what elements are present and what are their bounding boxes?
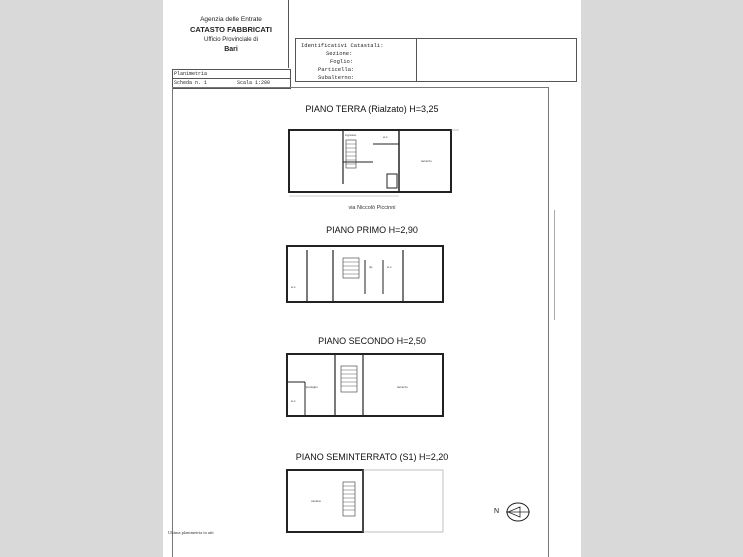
floor-title-secondo: PIANO SECONDO H=2,50 (318, 336, 426, 346)
svg-text:terrazzo: terrazzo (397, 385, 408, 389)
street-name: via Niccolò Piccinni (348, 205, 396, 211)
svg-text:w.c.: w.c. (383, 135, 389, 139)
floorplan-piano-secondo (281, 348, 451, 420)
agency-name: Agenzia delle Entrate (200, 16, 262, 23)
catasto-title: CATASTO FABBRICATI (190, 25, 272, 34)
svg-text:w.c.: w.c. (387, 265, 393, 269)
svg-text:w.c.: w.c. (291, 399, 297, 403)
document-sheet (163, 0, 581, 557)
svg-text:rip.: rip. (369, 265, 374, 269)
scheda-label: Scheda n. 1 (174, 80, 208, 86)
identifiers-values-box (416, 39, 576, 81)
floor-title-terra: PIANO TERRA (Rialzato) H=3,25 (305, 104, 439, 114)
subalterno-label: Subalterno: (318, 74, 355, 81)
planimetria-label: Planimetria (174, 71, 208, 77)
frame-left (172, 87, 173, 557)
north-arrow-icon (504, 501, 532, 523)
svg-text:ingresso: ingresso (345, 133, 357, 137)
office-city: Bari (224, 46, 238, 53)
agency-header (174, 0, 289, 68)
svg-text:ripostiglio: ripostiglio (305, 385, 318, 389)
planimetria-box (172, 69, 291, 89)
office-label: Ufficio Provinciale di (204, 37, 258, 43)
floorplan-piano-seminterrato (281, 464, 451, 536)
floorplan-piano-terra (283, 122, 463, 202)
floor-title-primo: PIANO PRIMO H=2,90 (326, 225, 418, 235)
floorplan-piano-primo (281, 238, 451, 310)
svg-text:w.c.: w.c. (291, 285, 297, 289)
foglio-label: Foglio: (330, 58, 354, 65)
north-label: N (494, 508, 500, 515)
scala-label: Scala 1:200 (237, 80, 271, 86)
svg-text:cantina: cantina (311, 499, 321, 503)
identifiers-box (295, 38, 577, 82)
svg-text:terrazzo: terrazzo (421, 159, 432, 163)
sezione-label: Sezione: (326, 50, 353, 57)
footer-note: Ultima planimetria in atti (168, 530, 214, 535)
frame-right (548, 87, 549, 557)
identifiers-title: Identificativi Catastali: (301, 42, 384, 49)
floor-title-seminterrato: PIANO SEMINTERRATO (S1) H=2,20 (295, 452, 449, 462)
frame-top (172, 87, 548, 88)
particella-label: Particella: (318, 66, 355, 73)
